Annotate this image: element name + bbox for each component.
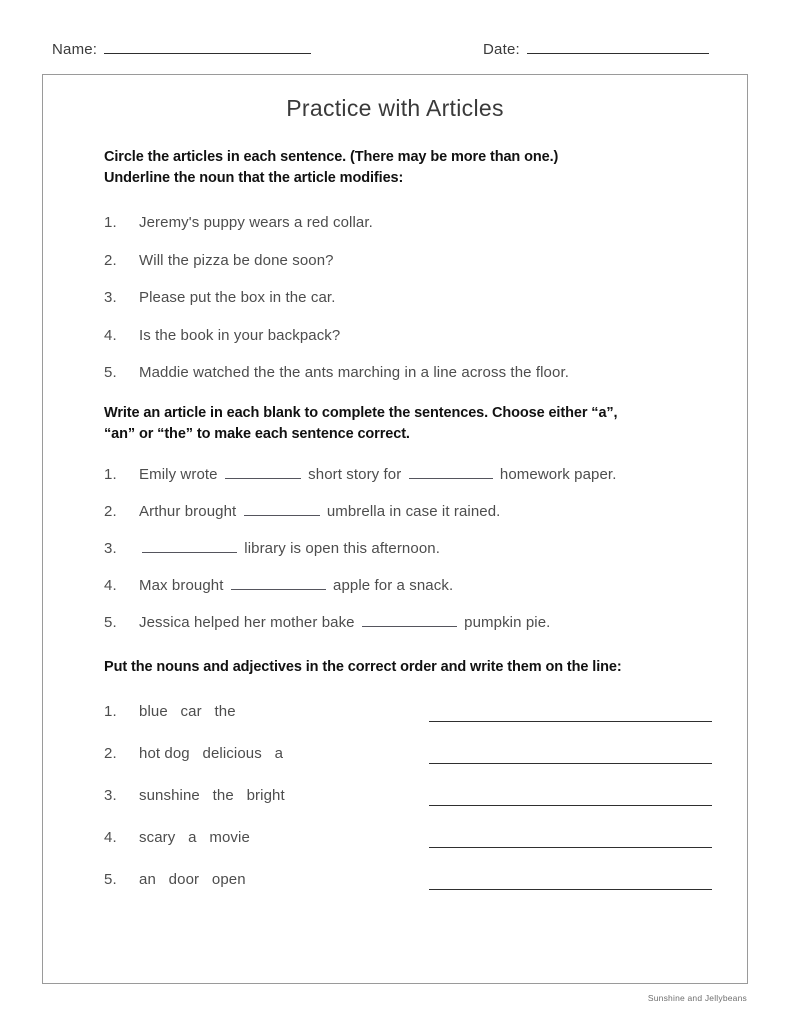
item-text xyxy=(139,465,704,483)
list-item xyxy=(104,327,704,344)
list-item xyxy=(104,826,704,846)
item-number: 2. xyxy=(104,744,117,762)
page-title: Practice with Articles xyxy=(286,95,504,121)
list-item xyxy=(104,784,704,804)
section-1-instruction-line-2: Underline the noun that the article modifies: xyxy=(104,169,404,186)
list-item xyxy=(104,700,704,720)
list-item xyxy=(104,364,704,381)
sentence-part-after: umbrella in case it rained. xyxy=(322,503,501,521)
item-number: 4. xyxy=(104,577,117,595)
section-1-instruction-line-1: Circle the articles in each sentence. (There may be more than one.) xyxy=(104,149,559,165)
section-3-items xyxy=(104,700,704,888)
item-number: 3. xyxy=(104,540,117,558)
sentence-part-after: homework paper. xyxy=(495,466,617,484)
scrambled-words: scary a movie xyxy=(139,828,250,846)
item-number: 4. xyxy=(104,828,117,846)
date-label: Date: xyxy=(483,41,520,58)
sentence-part-after: pumpkin pie. xyxy=(459,614,551,632)
list-item xyxy=(104,539,704,557)
footer-credit: Sunshine and Jellybeans xyxy=(647,993,747,1003)
section-1-instruction xyxy=(104,147,704,188)
sentence-part-after: apple for a snack. xyxy=(328,577,454,595)
sentence-part-before: Emily wrote xyxy=(139,466,222,484)
scrambled-words: an door open xyxy=(139,870,246,888)
scrambled-words: blue car the xyxy=(139,702,236,720)
list-item xyxy=(104,576,704,594)
answer-write-line[interactable] xyxy=(429,832,712,848)
list-item xyxy=(104,613,704,631)
article-blank[interactable] xyxy=(244,502,320,516)
scrambled-words: sunshine the bright xyxy=(139,786,285,804)
section-1-items xyxy=(104,214,704,381)
section-2-instruction xyxy=(104,403,704,444)
list-item xyxy=(104,502,704,520)
item-text[interactable]: Will the pizza be done soon? xyxy=(139,251,334,269)
article-blank[interactable] xyxy=(362,613,457,627)
item-text xyxy=(139,613,704,631)
list-item xyxy=(104,465,704,483)
section-3-instruction-line-1: Put the nouns and adjectives in the correct order and write them on the line: xyxy=(104,659,622,676)
list-item xyxy=(104,214,704,231)
answer-write-line[interactable] xyxy=(429,790,712,806)
list-item xyxy=(104,289,704,306)
item-number: 1. xyxy=(104,702,117,720)
item-number: 3. xyxy=(104,289,117,307)
section-2-instruction-line-1: Write an article in each blank to complete the sentences. Choose either “a”, xyxy=(104,405,618,422)
item-number: 5. xyxy=(104,870,117,888)
sentence-part-before: Arthur brought xyxy=(139,503,241,521)
list-item xyxy=(104,742,704,762)
worksheet-content xyxy=(104,147,704,910)
item-number: 5. xyxy=(104,614,117,632)
item-text[interactable]: Maddie watched the the ants marching in a line across the floor. xyxy=(139,364,569,382)
article-blank[interactable] xyxy=(409,465,493,479)
header-fields xyxy=(0,40,791,66)
item-number: 4. xyxy=(104,326,117,344)
article-blank[interactable] xyxy=(231,576,326,590)
worksheet-sheet xyxy=(42,74,748,984)
name-field-group xyxy=(52,40,311,58)
item-text xyxy=(139,502,704,520)
section-2-items xyxy=(104,465,704,631)
answer-write-line[interactable] xyxy=(429,706,712,722)
section-2-instruction-line-2: “an” or “the” to make each sentence correct. xyxy=(104,425,410,442)
item-number: 3. xyxy=(104,786,117,804)
item-text[interactable]: Is the book in your backpack? xyxy=(139,326,341,344)
list-item xyxy=(104,868,704,888)
item-number: 1. xyxy=(104,214,117,232)
date-write-line[interactable] xyxy=(527,40,709,54)
name-write-line[interactable] xyxy=(104,40,311,54)
answer-write-line[interactable] xyxy=(429,874,712,890)
article-blank[interactable] xyxy=(225,465,301,479)
name-label: Name: xyxy=(52,41,98,58)
sentence-part-before: Max brought xyxy=(139,577,228,595)
scrambled-words: hot dog delicious a xyxy=(139,744,284,762)
item-text[interactable]: Jeremy's puppy wears a red collar. xyxy=(139,214,373,232)
sentence-part-before: Jessica helped her mother bake xyxy=(139,614,359,632)
item-text xyxy=(139,576,704,594)
item-number: 1. xyxy=(104,466,117,484)
sentence-part-after: library is open this afternoon. xyxy=(240,540,440,558)
item-text xyxy=(139,539,704,557)
answer-write-line[interactable] xyxy=(429,748,712,764)
article-blank[interactable] xyxy=(142,539,237,553)
item-text[interactable]: Please put the box in the car. xyxy=(139,289,336,307)
list-item xyxy=(104,252,704,269)
item-number: 2. xyxy=(104,503,117,521)
item-number: 5. xyxy=(104,364,117,382)
item-number: 2. xyxy=(104,251,117,269)
sentence-part-middle: short story for xyxy=(303,466,406,484)
date-field-group xyxy=(483,40,709,58)
section-3-instruction xyxy=(104,657,704,678)
